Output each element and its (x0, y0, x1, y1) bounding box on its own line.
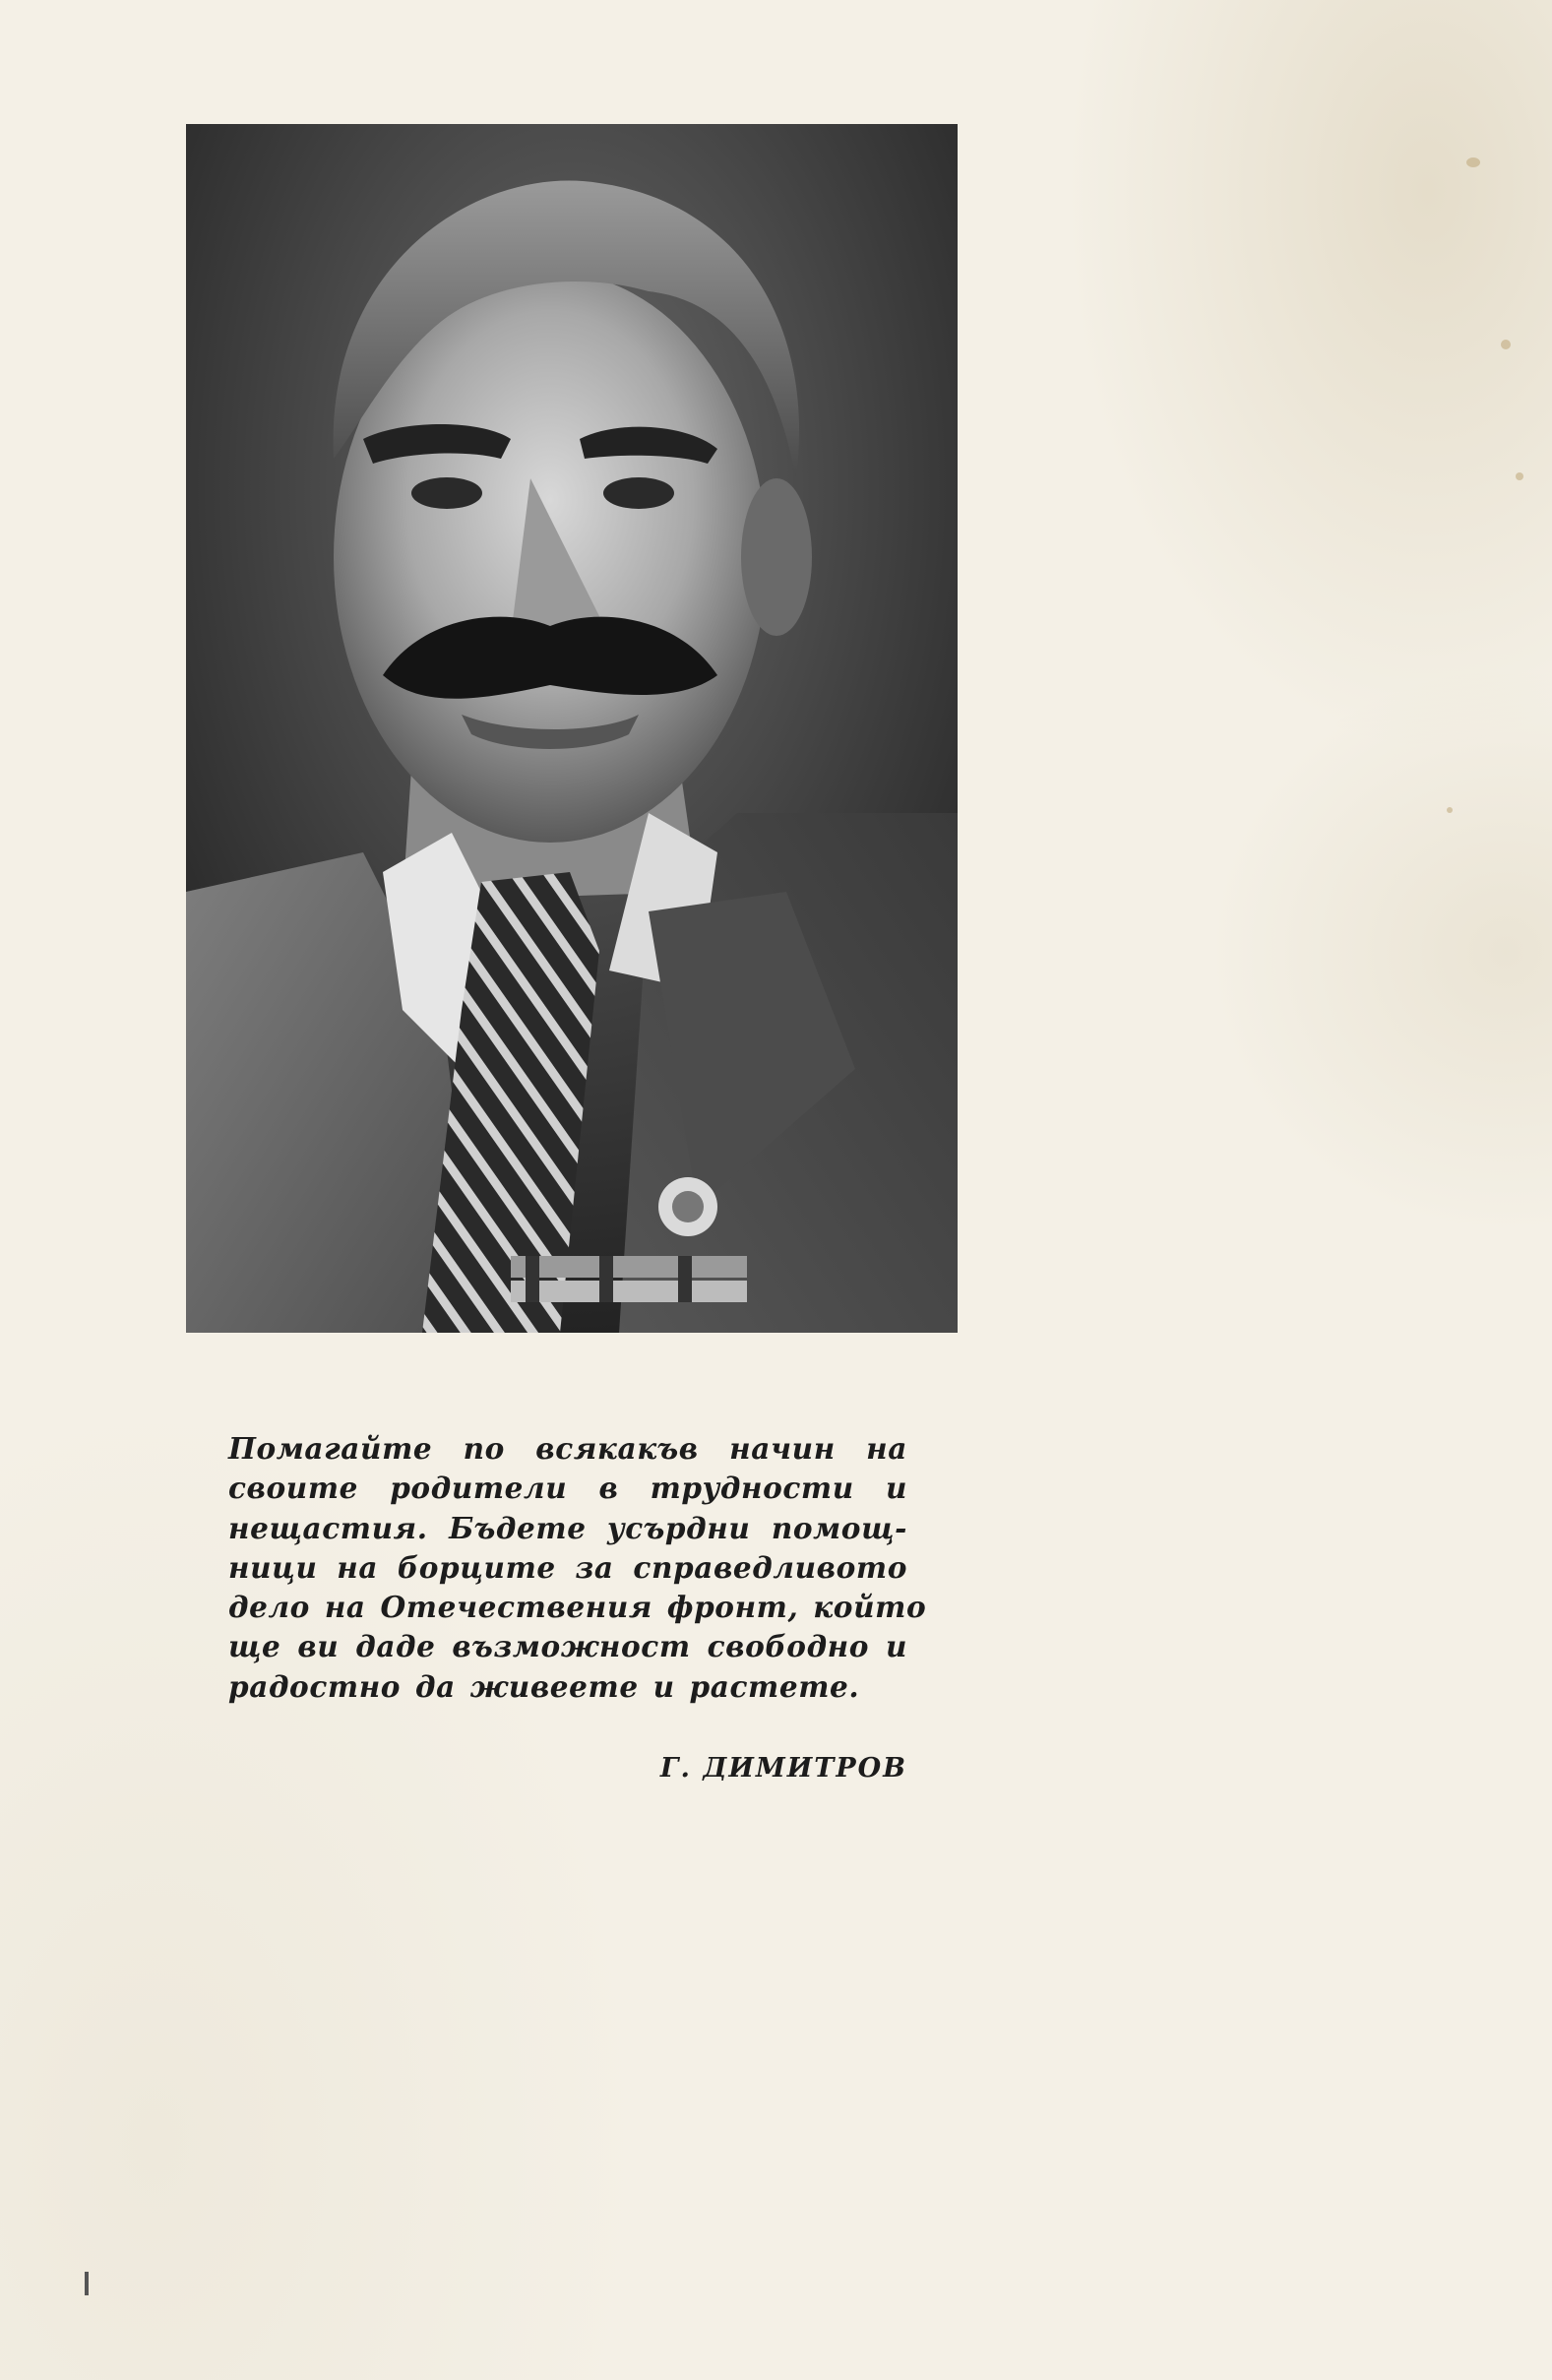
edge-mark (85, 2272, 89, 2295)
paper-stain (1501, 340, 1511, 349)
quote-line-4: ници на борците за справедливото (228, 1549, 907, 1585)
quote-line-5: дело на Отечествения фронт, който (228, 1590, 927, 1625)
quote-signature: Г. ДИМИТРОВ (659, 1753, 907, 1784)
quote-line-3: нещастия. Бъдете усърдни помощ- (228, 1510, 907, 1545)
quote-line-7: радостно да живеете и растете. (228, 1668, 860, 1704)
quote-line-1: Помагайте по всякакъв начин на (228, 1431, 907, 1466)
paper-stain (1466, 157, 1480, 167)
quotation (228, 1429, 927, 1707)
paper-stain (1447, 807, 1453, 813)
portrait-photo (186, 124, 958, 1333)
quote-line-6: ще ви даде възможност свободно и (228, 1629, 907, 1664)
quote-line-2: своите родители в трудности и (228, 1471, 907, 1506)
paper-stain (1516, 472, 1523, 480)
